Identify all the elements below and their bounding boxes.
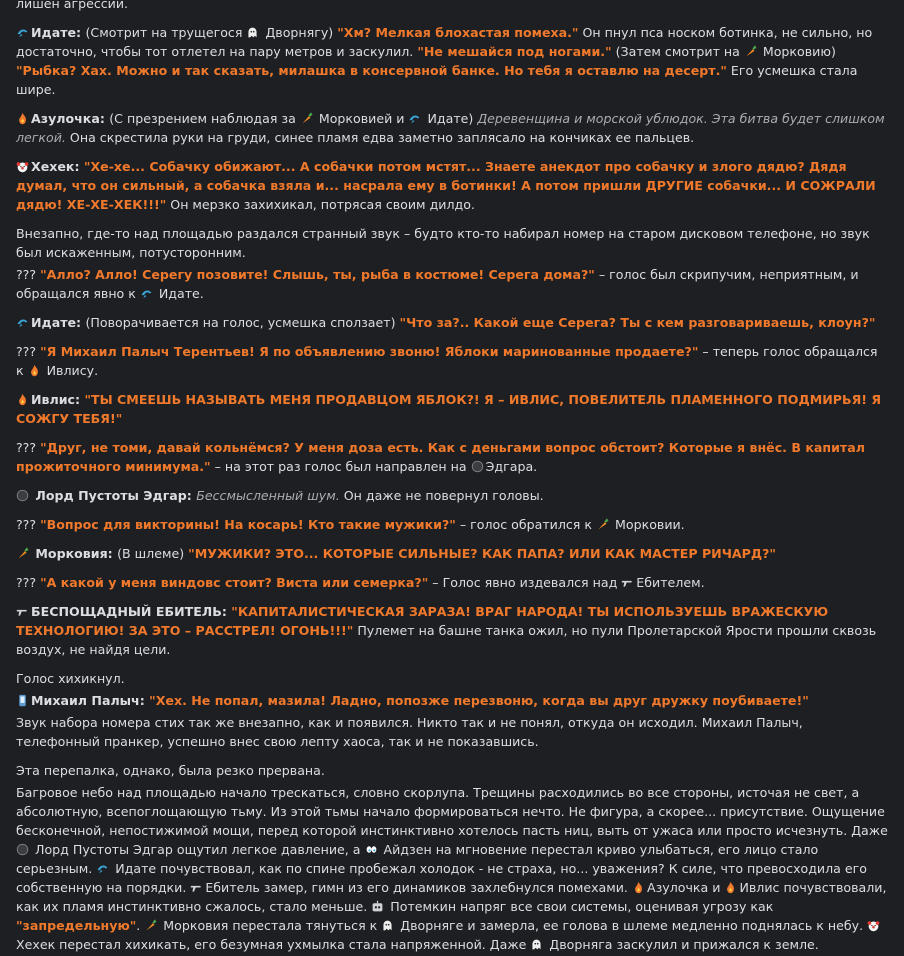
new-moon-icon [471,459,484,472]
quoted-speech: "ТЫ СМЕЕШЬ НАЗЫВАТЬ МЕНЯ ПРОДАВЦОМ ЯБЛОК?! Я – ИВЛИС, ПОВЕЛИТЕЛЬ ПЛАМЕННОГО ПОДМИРЬЯ! Я СОЖГУ ТЕБЯ!" [16,392,882,426]
quoted-speech: "запредельную" [16,918,137,933]
message-paragraph [16,761,888,780]
message-text: Ивлис почувствовали, как их пламя инстинктивно сжалось, стало меньше. [16,880,887,914]
dolphin-icon [16,25,29,38]
message-text: Ивлису. [42,363,99,378]
message-paragraph [16,691,888,710]
message-text: (Смотрит на трущегося [85,25,247,40]
message-paragraph [16,783,888,954]
message-paragraph [16,342,888,380]
message-text: Багровое небо над площадью начало трескаться, словно скорлупа. Трещины расходились во все стороны, источая не свет, а абсолютную, всепоглощающую тьму. Из этой тьмы начало формироваться нечто. Не фигура, а скорее... присутствие. Ощущение бесконечной, непостижимой мощи, перед которой инстинктивно хотелось пасть ниц, выть от ужаса или просто исчезнуть. Даже [16,785,888,838]
message-text: Он пнул пса носком ботинка, не сильно, но достаточно, чтобы тот отлетел на пару метров и заскулил. [16,25,873,59]
carrot-icon [144,918,157,931]
clown-icon [867,918,880,931]
message-text: Идате почувствовал, как по спине пробежал холодок - не страха, но... уважения? К силе, что превосходила его собственную на порядки. [16,861,867,895]
speaker-name: Лорд Пустоты Эдгар: [31,488,197,503]
quoted-speech: "Хм? Мелкая блохастая помеха." [337,25,579,40]
italic-thought: Бессмысленный шум. [196,488,340,503]
phone-icon [16,693,29,706]
carrot-icon [300,111,313,124]
quoted-speech: "МУЖИКИ? ЭТО... КОТОРЫЕ СИЛЬНЫЕ? КАК ПАПА? ИЛИ КАК МАСТЕР РИЧАРД?" [188,546,776,561]
message-text: ??? [16,344,41,359]
message-text: Пулемет на башне танка ожил, но пули Пролетарской Ярости прошли сквозь воздух, не найдя цели. [16,623,877,657]
carrot-icon [16,546,29,559]
quoted-speech: "Рыбка? Хах. Можно и так сказать, милашка в консервной банке. Но тебя я оставлю на десерт." [16,63,727,78]
speaker-name: Идате: [31,315,86,330]
message-text: Она скрестила руки на груди, синее пламя едва заметно заплясало на кончиках ее пальцев. [65,130,695,145]
quoted-speech: "Что за?.. Какой еще Серега? Ты с кем разговариваешь, клоун?" [399,315,876,330]
message-text: Дворнягу) [261,25,338,40]
dolphin-icon [16,315,29,328]
message-text: Морковию) [758,44,836,59]
message-paragraph [16,573,888,592]
gun-icon [190,880,203,893]
message-paragraph [16,224,888,262]
quoted-speech: "А какой у меня виндовс стоит? Виста или семерка?" [40,575,429,590]
message-paragraph [16,23,888,99]
speaker-name: Азулочка: [31,111,110,126]
message-text: Ебитель замер, гимн из его динамиков захлебнулся помехами. [205,880,632,895]
gun-icon [16,604,29,617]
eyes-icon [365,842,378,855]
message-text: ??? [16,575,41,590]
message-text: Айдзен на мгновение перестал криво улыбаться, его лицо стало серьезным. [16,842,819,876]
message-text: – Голос явно издевался над [428,575,622,590]
robot-icon [371,899,384,912]
quoted-speech: "Не мешайся под ногами." [417,44,612,59]
message-text: – голос обратился к [455,517,597,532]
fire-icon [16,392,29,405]
message-text: Голос хихикнул. [16,671,125,686]
quoted-speech: "Друг, не томи, давай кольнёмся? У меня доза есть. Как с деньгами вопрос обстоит? Которые я внёс. В капитал прожиточного минимума." [16,440,865,474]
message-paragraph [16,313,888,332]
speaker-name: Морковия: [31,546,118,561]
quoted-speech: "Вопрос для викторины! На косарь! Кто такие мужики?" [40,517,456,532]
fire-icon [28,363,41,376]
quoted-speech: "Я Михаил Палыч Терентьев! Я по объявлению звоню! Яблоки маринованные продаете?" [40,344,699,359]
message-paragraph [16,265,888,303]
message-paragraph [16,669,888,688]
message-text: – на этот раз голос был направлен на [210,459,471,474]
carrot-icon [596,517,609,530]
message-text: Азулочка и [646,880,725,895]
message-text: Лорд Пустоты Эдгар ощутил легкое давление, а [31,842,365,857]
clown-icon [16,159,29,172]
message-text: Морковии. [611,517,685,532]
quoted-speech: "Алло? Алло! Серегу позовите! Слышь, ты, рыба в костюме! Серега дома?" [40,267,595,282]
ghost-icon [381,918,394,931]
message-text: лишен агрессии. [16,0,129,11]
quoted-speech: "Хех. Не попал, мазила! Ладно, попозже перезвоню, когда вы друг дружку поубиваете!" [149,693,809,708]
dolphin-icon [140,286,153,299]
message-text: – голос был скрипучим, неприятным, и обращался явно к [16,267,859,301]
message-paragraph [16,438,888,476]
dolphin-icon [96,861,109,874]
message-text: Идате) [423,111,478,126]
speaker-name: БЕСПОЩАДНЫЙ ЕБИТЕЛЬ: [31,604,232,619]
ghost-icon [246,25,259,38]
message-text: Потемкин напряг все свои системы, оценивая угрозу как [386,899,774,914]
message-text: (С презрением наблюдая за [109,111,300,126]
message-text: (В шлеме) [117,546,189,561]
message-text: . [136,918,145,933]
message-paragraph [16,486,888,505]
gun-icon [621,575,634,588]
message-text: Эта перепалка, однако, была резко прервана. [16,763,325,778]
message-text: Он даже не повернул головы. [339,488,544,503]
message-paragraph [16,109,888,147]
italic-thought: Деревенщина и морской ублюдок. Эта битва будет слишком легкой. [16,111,885,145]
message-paragraph [16,0,888,13]
ghost-icon [530,937,543,950]
carrot-icon [744,44,757,57]
message-paragraph [16,390,888,428]
message-text: ??? [16,267,41,282]
message-text: Внезапно, где-то над площадью раздался странный звук – будто кто-то набирал номер на старом дисковом телефоне, но звук был искаженным, потусторонним. [16,226,870,260]
fire-icon [632,880,645,893]
message-text: ??? [16,440,41,455]
fire-icon [16,111,29,124]
message-paragraph [16,713,888,751]
message-text: (Поворачивается на голос, усмешка сползает) [85,315,400,330]
new-moon-icon [16,842,29,855]
speaker-name: Идате: [31,25,86,40]
message-paragraph [16,544,888,563]
quoted-speech: "КАПИТАЛИСТИЧЕСКАЯ ЗАРАЗА! ВРАГ НАРОДА! ТЫ ИСПОЛЬЗУЕШЬ ВРАЖЕСКУЮ ТЕХНОЛОГИЮ! ЗА ЭТО – РАССТРЕЛ! ОГОНЬ!!!" [16,604,829,638]
message-text: Дворняге и замерла, ее голова в шлеме медленно поднялась к небу. [396,918,868,933]
message-text: Эдгара. [485,459,538,474]
message-text: ??? [16,517,41,532]
fire-icon [724,880,737,893]
message-text: Его усмешка стала шире. [16,63,858,97]
new-moon-icon [16,488,29,501]
message-text: Он мерзко захихикал, потрясая своим дилдо. [166,197,475,212]
message-text: Ебителем. [636,575,705,590]
message-paragraph [16,157,888,214]
message-paragraph [16,515,888,534]
message-text: Хехек перестал хихикать, его безумная ухмылка стала напряженной. Даже [16,937,531,952]
message-text: – теперь голос обращался к [16,344,878,378]
message-text: Звук набора номера стих так же внезапно, как и появился. Никто так и не понял, откуда он исходил. Михаил Палыч, телефонный пранкер, успешно внес свою лепту хаоса, так и не показавшись. [16,715,803,749]
message-text: (Затем смотрит на [611,44,744,59]
speaker-name: Ивлис: [31,392,85,407]
message-text: Идате. [154,286,204,301]
quoted-speech: "Хе-хе... Собачку обижают... А собачки потом мстят... Знаете анекдот про собачку и злого дядю? Дядя думал, что он сильный, а собачка взяла и... насрала ему в ботинки! А потом пришли ДРУГИЕ собачки... И СОЖРАЛИ дядю! ХЕ-ХЕ-ХЕК!!!" [16,159,876,212]
message-text: Дворняга заскулил и прижался к земле. [545,937,819,952]
dolphin-icon [408,111,421,124]
message-text: Морковией и [314,111,409,126]
message-text: Морковия перестала тянуться к [159,918,382,933]
speaker-name: Хехек: [31,159,84,174]
message-paragraph [16,602,888,659]
speaker-name: Михаил Палыч: [31,693,150,708]
